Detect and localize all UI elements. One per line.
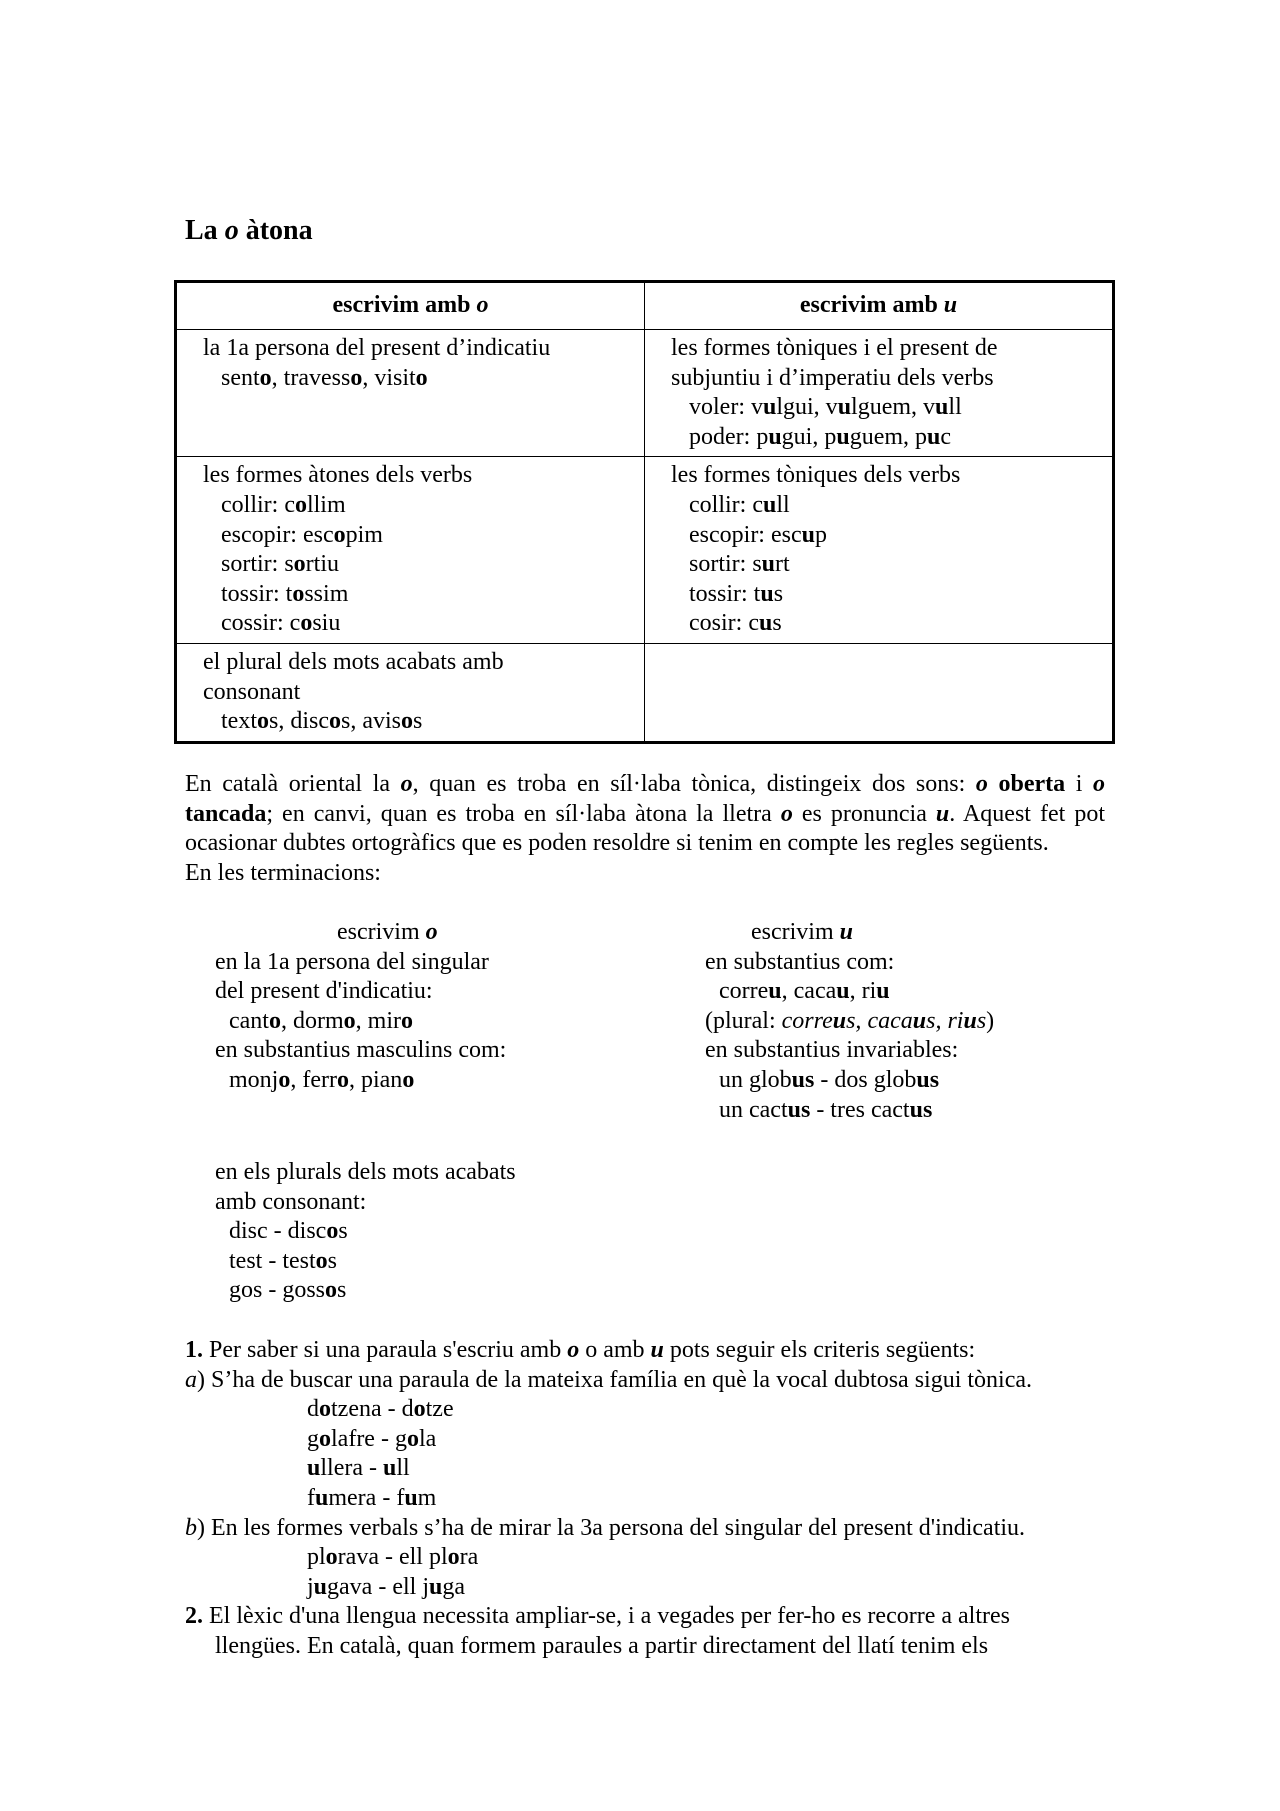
criterion-a: a) S’ha de buscar una paraula de la mateixa família en què la vocal dubtosa sigui tònica. (185, 1366, 1033, 1393)
table-cell-empty (645, 643, 1114, 742)
column-heading-o: escrivim o (337, 919, 438, 945)
numbered-section (185, 1336, 1105, 1662)
cell-example: tossir: tus (689, 580, 784, 607)
rule-text: del present d'indicatiu: (215, 978, 433, 1005)
rule-text: amb consonant: (215, 1188, 367, 1215)
header-u: escrivim amb u (645, 282, 1114, 330)
section-1-intro: 1. Per saber si una paraula s'escriu amb o o amb u pots seguir els criteris següents: (185, 1337, 976, 1363)
example-line: golafre - gola (307, 1425, 437, 1452)
table-row (176, 643, 1114, 742)
rule-text: en la 1a persona del singular (215, 948, 489, 975)
cell-example: cossir: cosiu (221, 610, 341, 637)
example-line: jugava - ell juga (307, 1573, 465, 1600)
cell-desc: les formes tòniques dels verbs (671, 462, 961, 489)
explanation-paragraph: En català oriental la o, quan es troba en síl·laba tònica, distingeix dos sons: o oberta i o tancada; en canvi, quan es troba en síl·laba àtona la lletra o es pronuncia u. Aquest fet pot ocasionar dubtes ortogràfics que es poden resoldre si tenim en compte les regles següents. (185, 771, 1105, 857)
example-line: correu, cacau, riu (719, 978, 890, 1005)
cell-desc: les formes tòniques i el present de (671, 335, 998, 361)
table-row (176, 330, 1114, 457)
rule-text: en els plurals dels mots acabats (215, 1159, 516, 1185)
cell-example: escopir: escup (689, 521, 827, 548)
cell-example: escopir: escopim (221, 521, 383, 548)
terminations-plural-block (215, 1158, 516, 1306)
cell-example: textos, discos, avisos (221, 708, 423, 735)
cell-example: sortir: surt (689, 551, 790, 578)
example-line: test - testos (229, 1247, 337, 1274)
example-line: monjo, ferro, piano (229, 1066, 415, 1093)
explanation-text (185, 770, 1105, 888)
cell-desc: consonant (203, 678, 301, 705)
example-line: gos - gossos (229, 1277, 347, 1304)
explanation-subheading: En les terminacions: (185, 859, 381, 886)
table-cell (645, 330, 1114, 457)
example-line: dotzena - dotze (307, 1396, 454, 1423)
example-line: (plural: correus, cacaus, rius) (705, 1007, 995, 1034)
table-cell (645, 457, 1114, 644)
terminations-u-column (705, 918, 1105, 1125)
terminations-o-column (215, 918, 635, 1096)
cell-example: sento, travesso, visito (221, 364, 428, 391)
cell-desc: les formes àtones dels verbs (203, 462, 473, 489)
table-header-row (176, 282, 1114, 330)
cell-example: cosir: cus (689, 610, 782, 637)
table-cell (176, 330, 645, 457)
rule-text: en substantius masculins com: (215, 1037, 507, 1064)
cell-example: tossir: tossim (221, 580, 349, 607)
page-title: La o àtona (185, 215, 313, 246)
criterion-b: b) En les formes verbals s’ha de mirar la 3a persona del singular del present d'indicatiu. (185, 1514, 1026, 1541)
example-line: fumera - fum (307, 1484, 437, 1511)
cell-desc: el plural dels mots acabats amb (203, 648, 504, 675)
table-row (176, 457, 1114, 644)
cell-example: collir: collim (221, 491, 346, 518)
rule-text: en substantius com: (705, 948, 895, 975)
section-2-continued: llengües. En català, quan formem paraules a partir directament del llatí tenim els (215, 1632, 989, 1659)
example-line: canto, dormo, miro (229, 1007, 413, 1034)
header-o: escrivim amb o (176, 282, 645, 330)
column-heading-u: escrivim u (751, 919, 853, 945)
cell-desc: la 1a persona del present d’indicatiu (203, 335, 551, 361)
cell-example: poder: pugui, puguem, puc (689, 423, 952, 450)
rule-text: en substantius invariables: (705, 1037, 959, 1064)
cell-example: collir: cull (689, 491, 790, 518)
example-line: ullera - ull (307, 1455, 410, 1482)
table-cell (176, 643, 645, 742)
cell-desc: subjuntiu i d’imperatiu dels verbs (671, 364, 994, 391)
spelling-rules-table (174, 280, 1115, 744)
example-line: un globus - dos globus (719, 1066, 940, 1093)
cell-example: voler: vulgui, vulguem, vull (689, 394, 962, 421)
example-line: disc - discos (229, 1218, 348, 1245)
example-line: un cactus - tres cactus (719, 1096, 933, 1123)
example-line: plorava - ell plora (307, 1544, 479, 1571)
table-cell (176, 457, 645, 644)
section-2: 2. El lèxic d'una llengua necessita ampliar-se, i a vegades per fer-ho es recorre a altres (185, 1603, 1010, 1630)
cell-example: sortir: sortiu (221, 551, 339, 578)
